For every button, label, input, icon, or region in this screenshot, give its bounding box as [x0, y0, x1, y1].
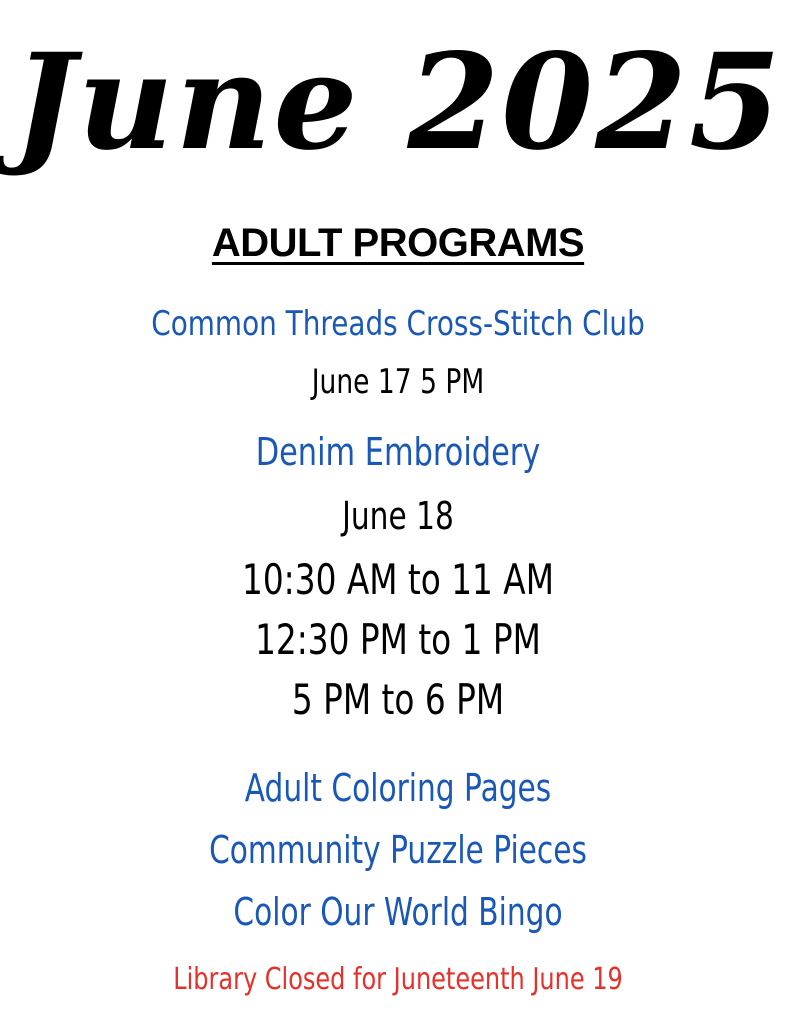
program-date-denim: June 18	[342, 494, 454, 538]
activity-item: Adult Coloring Pages	[244, 766, 552, 810]
activity-item: Color Our World Bingo	[233, 890, 563, 934]
program-name-cross-stitch: Common Threads Cross-Stitch Club	[151, 304, 645, 344]
program-time-slot: 10:30 AM to 11 AM	[241, 555, 554, 604]
activity-item: Community Puzzle Pieces	[209, 828, 587, 872]
closure-notice: Library Closed for Juneteenth June 19	[173, 962, 623, 997]
program-time-cross-stitch: June 17 5 PM	[311, 362, 485, 402]
section-heading	[0, 218, 796, 268]
section-heading-text: ADULT PROGRAMS	[211, 221, 585, 265]
program-name-denim: Denim Embroidery	[255, 430, 541, 474]
program-time-slot: 12:30 PM to 1 PM	[255, 615, 541, 664]
program-time-slot: 5 PM to 6 PM	[291, 675, 505, 724]
page-title: June 2025	[13, 25, 783, 180]
